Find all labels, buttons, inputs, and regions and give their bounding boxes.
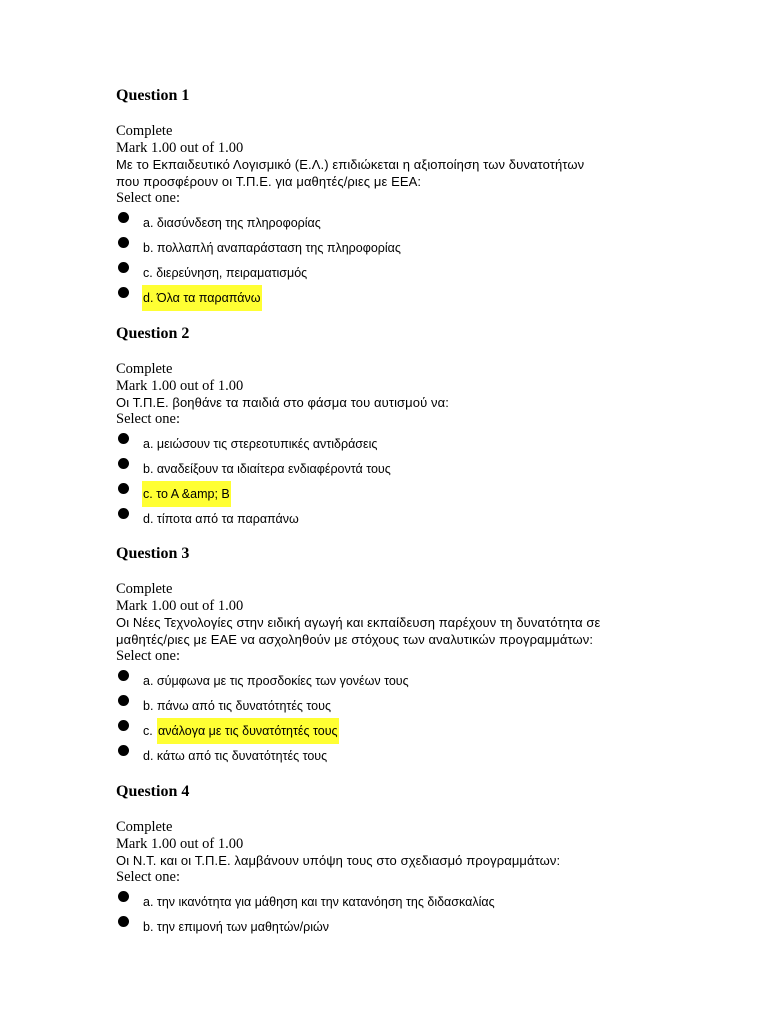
answer-option-label: b. πολλαπλή αναπαράσταση της πληροφορίας: [143, 240, 401, 255]
question-title: Question 2: [116, 325, 190, 342]
select-one-label: Select one:: [116, 869, 181, 885]
radio-bullet-icon[interactable]: [118, 720, 129, 731]
answer-option-b[interactable]: [116, 693, 736, 718]
answer-option-a[interactable]: [116, 431, 736, 456]
answer-option-b[interactable]: [116, 914, 736, 939]
question-status: Complete: [116, 123, 173, 139]
answer-option-label: d. κάτω από τις δυνατότητές τους: [143, 748, 328, 763]
question-text-line: μαθητές/ριες με ΕΑΕ να ασχοληθούν με στόχους των αναλυτικών προγραμμάτων:: [116, 632, 594, 647]
answer-option-label: a. σύμφωνα με τις προσδοκίες των γονέων τους: [143, 673, 409, 688]
question-text-line: που προσφέρουν οι Τ.Π.Ε. για μαθητές/ριες με ΕΕΑ:: [116, 174, 422, 189]
select-one-label: Select one:: [116, 411, 181, 427]
question-4: [116, 782, 736, 939]
answer-options: [116, 431, 736, 531]
answer-option-b[interactable]: [116, 456, 736, 481]
radio-bullet-icon[interactable]: [118, 483, 129, 494]
answer-option-label: b. πάνω από τις δυνατότητές τους: [143, 698, 331, 713]
question-title: Question 1: [116, 87, 190, 104]
answer-option-label: a. την ικανότητα για μάθηση και την κατανόηση της διδασκαλίας: [143, 894, 495, 909]
radio-bullet-icon[interactable]: [118, 670, 129, 681]
answer-option-c[interactable]: [116, 718, 736, 743]
radio-bullet-icon[interactable]: [118, 458, 129, 469]
quiz-review-page: [116, 86, 736, 934]
question-mark: Mark 1.00 out of 1.00: [116, 835, 244, 852]
radio-bullet-icon[interactable]: [118, 433, 129, 444]
question-mark: Mark 1.00 out of 1.00: [116, 377, 244, 394]
question-status: Complete: [116, 819, 173, 835]
select-one-label: Select one:: [116, 190, 181, 206]
question-text-line: Οι Τ.Π.Ε. βοηθάνε τα παιδιά στο φάσμα του αυτισμού να:: [116, 395, 449, 410]
question-text-line: Οι Νέες Τεχνολογίες στην ειδική αγωγή και εκπαίδευση παρέχουν τη δυνατότητα σε: [116, 615, 601, 630]
question-title: Question 4: [116, 783, 190, 800]
answer-option-c[interactable]: [116, 481, 736, 506]
selected-answer-label: d. Όλα τα παραπάνω: [142, 285, 262, 311]
question-status: Complete: [116, 581, 173, 597]
answer-option-b[interactable]: [116, 235, 736, 260]
answer-option-label: a. μειώσουν τις στερεοτυπικές αντιδράσεις: [143, 436, 378, 451]
question-text-line: Οι Ν.Τ. και οι Τ.Π.Ε. λαμβάνουν υπόψη τους στο σχεδιασμό προγραμμάτων:: [116, 853, 561, 868]
radio-bullet-icon[interactable]: [118, 745, 129, 756]
radio-bullet-icon[interactable]: [118, 508, 129, 519]
question-text-line: Με το Εκπαιδευτικό Λογισμικό (Ε.Λ.) επιδιώκεται η αξιοποίηση των δυνατοτήτων: [116, 157, 585, 172]
radio-bullet-icon[interactable]: [118, 695, 129, 706]
answer-option-label: a. διασύνδεση της πληροφορίας: [143, 215, 321, 230]
answer-option-a[interactable]: [116, 210, 736, 235]
answer-option-d[interactable]: [116, 506, 736, 531]
radio-bullet-icon[interactable]: [118, 237, 129, 248]
answer-options: [116, 668, 736, 768]
answer-option-label: d. τίποτα από τα παραπάνω: [143, 511, 299, 526]
answer-option-prefix: c.: [143, 723, 153, 738]
answer-option-label: b. αναδείξουν τα ιδιαίτερα ενδιαφέροντά τους: [143, 461, 391, 476]
question-status: Complete: [116, 361, 173, 377]
selected-answer-label: ανάλογα με τις δυνατότητές τους: [157, 718, 339, 744]
selected-answer-label: c. το Α &amp; Β: [142, 481, 231, 507]
answer-option-d[interactable]: [116, 285, 736, 310]
question-mark: Mark 1.00 out of 1.00: [116, 139, 244, 156]
answer-option-label: b. την επιμονή των μαθητών/ριών: [143, 919, 330, 934]
radio-bullet-icon[interactable]: [118, 287, 129, 298]
answer-option-a[interactable]: [116, 889, 736, 914]
answer-options: [116, 210, 736, 310]
question-1: [116, 86, 736, 310]
question-title: Question 3: [116, 545, 190, 562]
answer-option-label: c. διερεύνηση, πειραματισμός: [143, 265, 308, 280]
radio-bullet-icon[interactable]: [118, 891, 129, 902]
answer-option-d[interactable]: [116, 743, 736, 768]
select-one-label: Select one:: [116, 648, 181, 664]
answer-option-a[interactable]: [116, 668, 736, 693]
answer-option-c[interactable]: [116, 260, 736, 285]
question-3: [116, 544, 736, 768]
question-mark: Mark 1.00 out of 1.00: [116, 597, 244, 614]
answer-options: [116, 889, 736, 939]
question-2: [116, 324, 736, 531]
radio-bullet-icon[interactable]: [118, 916, 129, 927]
radio-bullet-icon[interactable]: [118, 212, 129, 223]
radio-bullet-icon[interactable]: [118, 262, 129, 273]
